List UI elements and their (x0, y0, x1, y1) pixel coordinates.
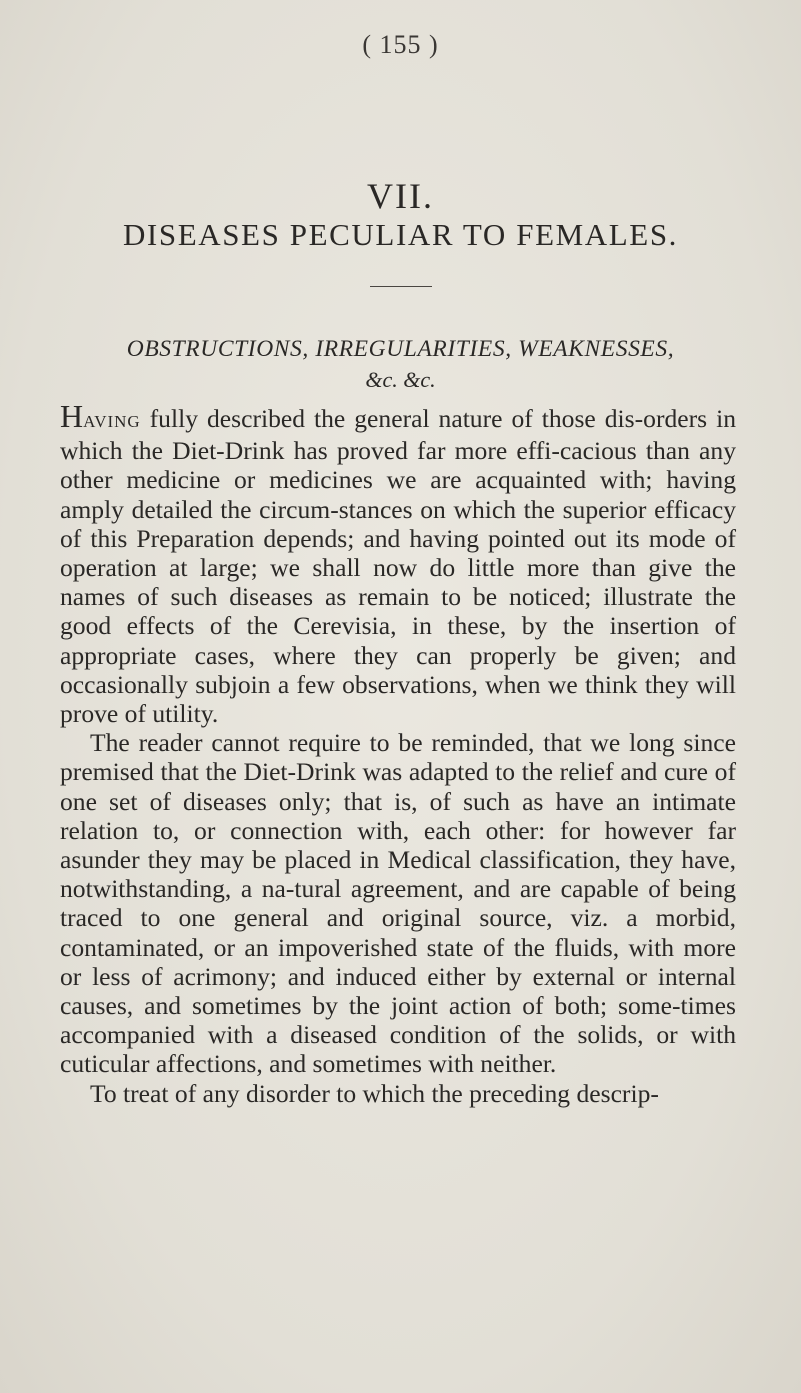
section-rule (370, 286, 432, 287)
paragraph-2: The reader cannot require to be reminded, that we long since premised that the Diet-Drink was adapted to the relief and cure of one set of diseases only; that is, of such as have an intimate relation to, or connection with, each other: for however far asunder they may be placed in Medical classification, they have, notwithstanding, a na-tural agreement, and are capable of being traced to one general and original source, viz. a morbid, contaminated, or an impoverished state of the fluids, with more or less of acrimony; and induced either by external or internal causes, and sometimes by the joint action of both; some-times accompanied with a diseased condition of the solids, or with cuticular affections, and sometimes with neither. (60, 728, 736, 1079)
chapter-number: VII. (367, 176, 434, 216)
paragraph-3: To treat of any disorder to which the preceding descrip- (90, 1078, 659, 1108)
drop-initial: H (60, 398, 84, 434)
paragraph-1-text: fully described the general nature of those dis-orders in which the Diet-Drink has proved far more effi-cacious than any other medicine or medicines we are acquainted with; having amply detailed the circum-stances on which the superior efficacy of this Preparation depends; and having pointed out its mode of operation at large; we shall now do little more than give the names of such diseases as remain to be noticed; illustrate the good effects of the Cerevisia, in these, by the insertion of appropriate cases, where they can properly be given; and occasionally subjoin a few observations, when we think they will prove of utility. (60, 404, 736, 729)
page-number: ( 155 ) (362, 30, 439, 59)
paragraph-1 (60, 398, 736, 729)
body-text (60, 398, 736, 1108)
section-subtitle-etc: &c. &c. (365, 367, 436, 392)
initial-smallcaps: AVING (83, 412, 141, 431)
section-subtitle: OBSTRUCTIONS, IRREGULARITIES, WEAKNESSES, (126, 336, 675, 362)
chapter-title: DISEASES PECULIAR TO FEMALES. (122, 217, 679, 252)
